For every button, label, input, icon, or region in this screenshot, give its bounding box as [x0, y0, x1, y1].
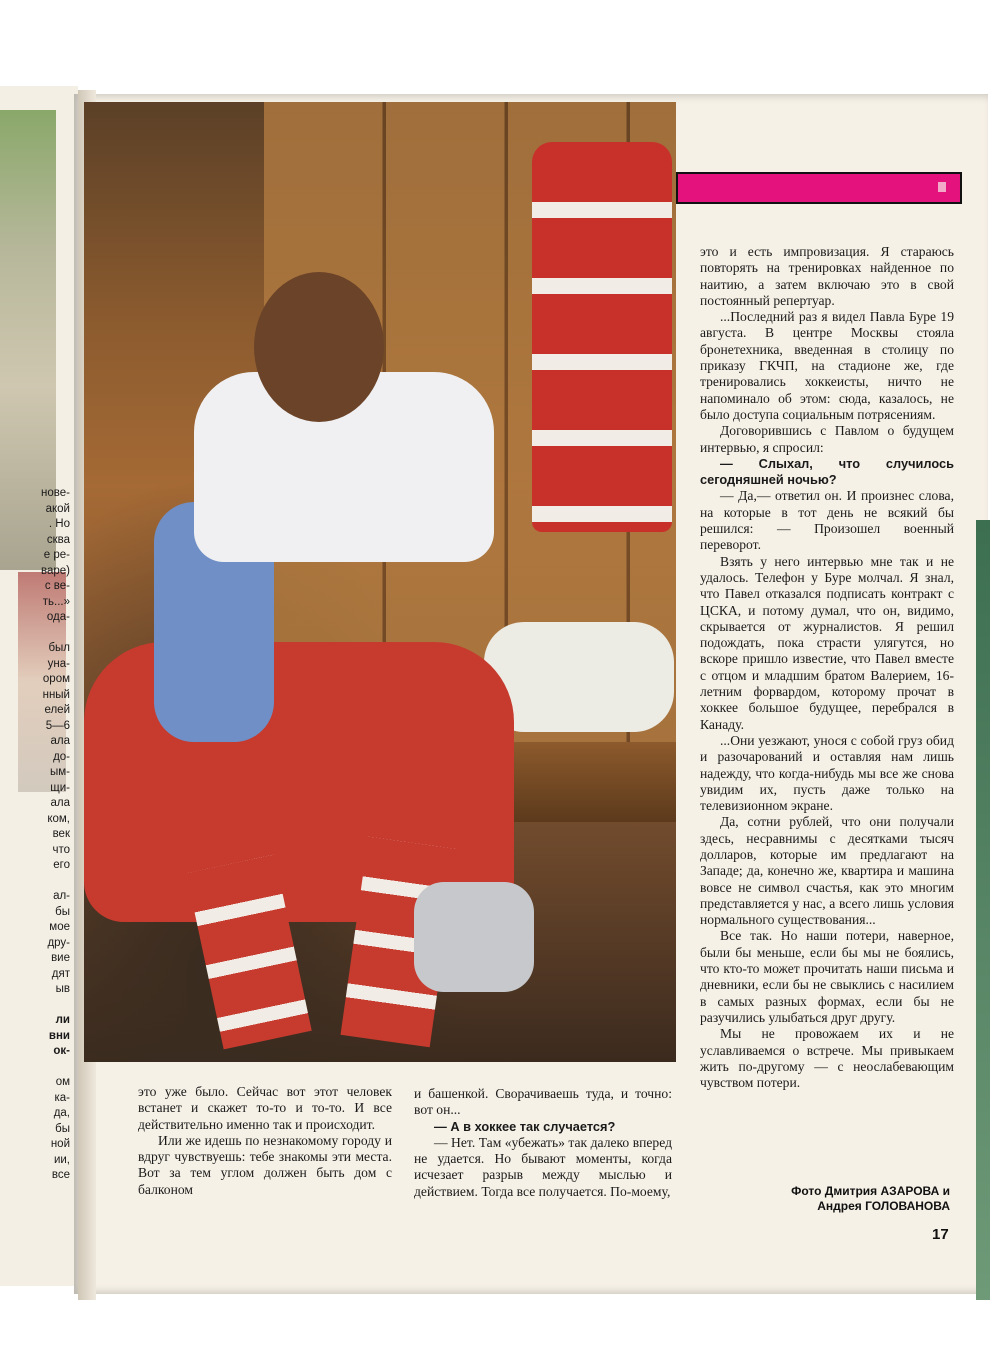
facing-page-line: ком, — [47, 812, 70, 825]
interview-question: — А в хоккее так случается? — [434, 1118, 616, 1134]
facing-page-line: нове- — [41, 487, 70, 499]
facing-page-line: да, — [53, 1107, 70, 1119]
facing-page-line: уна- — [47, 657, 70, 670]
facing-page-line: его — [53, 859, 70, 871]
interview-question: — Слыхал, что случилось сегодняшней ночью? — [700, 455, 954, 488]
player-head — [254, 272, 384, 422]
facing-page-line: нный — [42, 688, 70, 701]
facing-page-line — [0, 1060, 70, 1076]
paragraph: Или же идешь по незнакомому городу и вдруг чувствуешь: тебе знакомы эти места. Вот за тем углом должен быть дом с балконом — [138, 1132, 392, 1197]
facing-page-line: е ре- — [43, 549, 70, 561]
paragraph: ...Они уезжают, унося с собой груз обид и разочарований и оставляя нам лишь надежду, что когда-нибудь мы все же снова увидим их, пусть даже только на телевизионном экране. — [700, 732, 954, 814]
paragraph: Мы не провожаем их и не уславливаемся о встрече. Мы привыкаем жить по-другому — с неослабевающим чувством потери. — [700, 1026, 954, 1091]
column-2 — [414, 1086, 672, 1200]
sneakers — [414, 882, 534, 992]
column-3 — [700, 244, 954, 1091]
paragraph: Взять у него интервью мне так и не удалось. Телефон у Буре молчал. Я знал, что Павел отказался подписать контракт с ЦСКА, и потому думал, что он, видимо, скрывается от журналистов. Я решил подождать, пока страсти улягутся, но вскоре пришло известие, что Павел вместе с отцом и младшим братом Валерием, 16-летним форвардом, которому прочат в хоккее большое будущее, перебрался в Канаду. — [700, 553, 954, 732]
facing-page-line: все — [51, 1169, 70, 1181]
facing-page-line: акой — [45, 502, 70, 515]
facing-page-line — [0, 626, 70, 642]
facing-page-line: ала — [50, 797, 70, 809]
facing-page-line: ом — [55, 1076, 70, 1088]
facing-page-line: ок- — [53, 1045, 70, 1057]
facing-page-line: что — [52, 843, 70, 856]
facing-page-line: ода- — [46, 611, 70, 623]
facing-page-line: ором — [42, 673, 70, 685]
paragraph: и башенкой. Сворачиваешь туда, и точно: вот он... — [414, 1086, 672, 1118]
facing-page-line: вни — [48, 1029, 70, 1042]
facing-page-line: ала — [50, 735, 70, 747]
facing-page-line: вие — [51, 952, 70, 964]
facing-page-line: дру- — [47, 936, 70, 949]
facing-page-line: с ве- — [44, 580, 70, 592]
band-marker — [938, 182, 946, 192]
page-edge-green — [976, 520, 990, 1300]
facing-page-line: 5—6 — [45, 719, 70, 732]
facing-page-line: век — [52, 828, 70, 840]
facing-page-line: . Но — [48, 518, 70, 530]
facing-page-line: ыв — [55, 983, 70, 995]
facing-page-line: дят — [51, 967, 70, 980]
paragraph: Все так. Но наши потери, наверное, были бы меньше, если бы мы не боялись, что кто-то может прочитать наши письма и дневники, если бы не свыклись с насилием в самых разных формах, если бы не разучились улыбаться друг другу. — [700, 928, 954, 1025]
facing-page-line: бы — [55, 1122, 70, 1135]
photo-credit — [680, 1184, 950, 1214]
photo-credit-line: Андрея ГОЛОВАНОВА — [817, 1199, 950, 1213]
facing-page-line: ым- — [49, 766, 70, 778]
facing-page-line: бы — [55, 905, 70, 918]
paragraph: — Нет. Там «убежать» так далеко вперед не удается. Но бывают моменты, когда исчезает разрыв между мыслью и действием. Тогда все получается. По-моему, — [414, 1134, 672, 1199]
facing-page-line: сква — [46, 533, 70, 546]
facing-page-line: ть...» — [42, 595, 70, 608]
facing-page-edge — [0, 86, 78, 1286]
facing-page-line — [0, 874, 70, 890]
page-number: 17 — [932, 1226, 949, 1243]
facing-page-line: варе) — [41, 564, 70, 577]
facing-page-line: ии, — [53, 1153, 70, 1166]
hockey-locker-room-photo — [84, 102, 676, 1062]
facing-page-line: елей — [44, 704, 70, 716]
facing-page-line: мое — [49, 921, 70, 933]
facing-page-line: ной — [50, 1138, 70, 1150]
paragraph: Договорившись с Павлом о будущем интервью, я спросил: — [700, 423, 954, 455]
facing-page-line: ал- — [53, 890, 70, 902]
facing-page-line: щи- — [50, 781, 70, 794]
facing-page-line: ли — [55, 1014, 70, 1026]
hanging-jersey — [532, 142, 672, 532]
facing-page-text — [0, 486, 70, 1184]
facing-page-line: ка- — [54, 1091, 70, 1104]
paragraph: Да, сотни рублей, что они получали здесь, несравнимы с десятками тысяч долларов, которые им предлагают на Западе; да, конечно же, квартира и машина вовсе не символ счастья, как это многим представляется у нас, а всего лишь условия нормального существования... — [700, 814, 954, 928]
column-1 — [138, 1084, 392, 1198]
facing-page-line: был — [48, 642, 70, 654]
photo-credit-line: Фото Дмитрия АЗАРОВА и — [791, 1184, 950, 1198]
paragraph: — Да,— ответил он. И произнес слова, на которые в тот день не всякий бы решился: — Произошел военный переворот. — [700, 488, 954, 553]
paragraph: ...Последний раз я видел Павла Буре 19 августа. В центре Москвы стояла бронетехника, введенная в столицу по приказу ГКЧП, на стадионе же, где тренировались хоккеисты, ничто не напоминало об этом: сюда, казалось, не было доступа социальным потрясениям. — [700, 309, 954, 422]
paragraph: это и есть импровизация. Я стараюсь повторять на тренировках найденное по наитию, а затем включаю это в свой постоянный репертуар. — [700, 244, 954, 308]
paragraph: это уже было. Сейчас вот этот человек встанет и скажет то-то и то-то. И все действительно именно так и происходит. — [138, 1084, 392, 1132]
accent-band — [676, 172, 962, 204]
facing-page-line — [0, 998, 70, 1014]
facing-page-line: до- — [53, 750, 70, 763]
